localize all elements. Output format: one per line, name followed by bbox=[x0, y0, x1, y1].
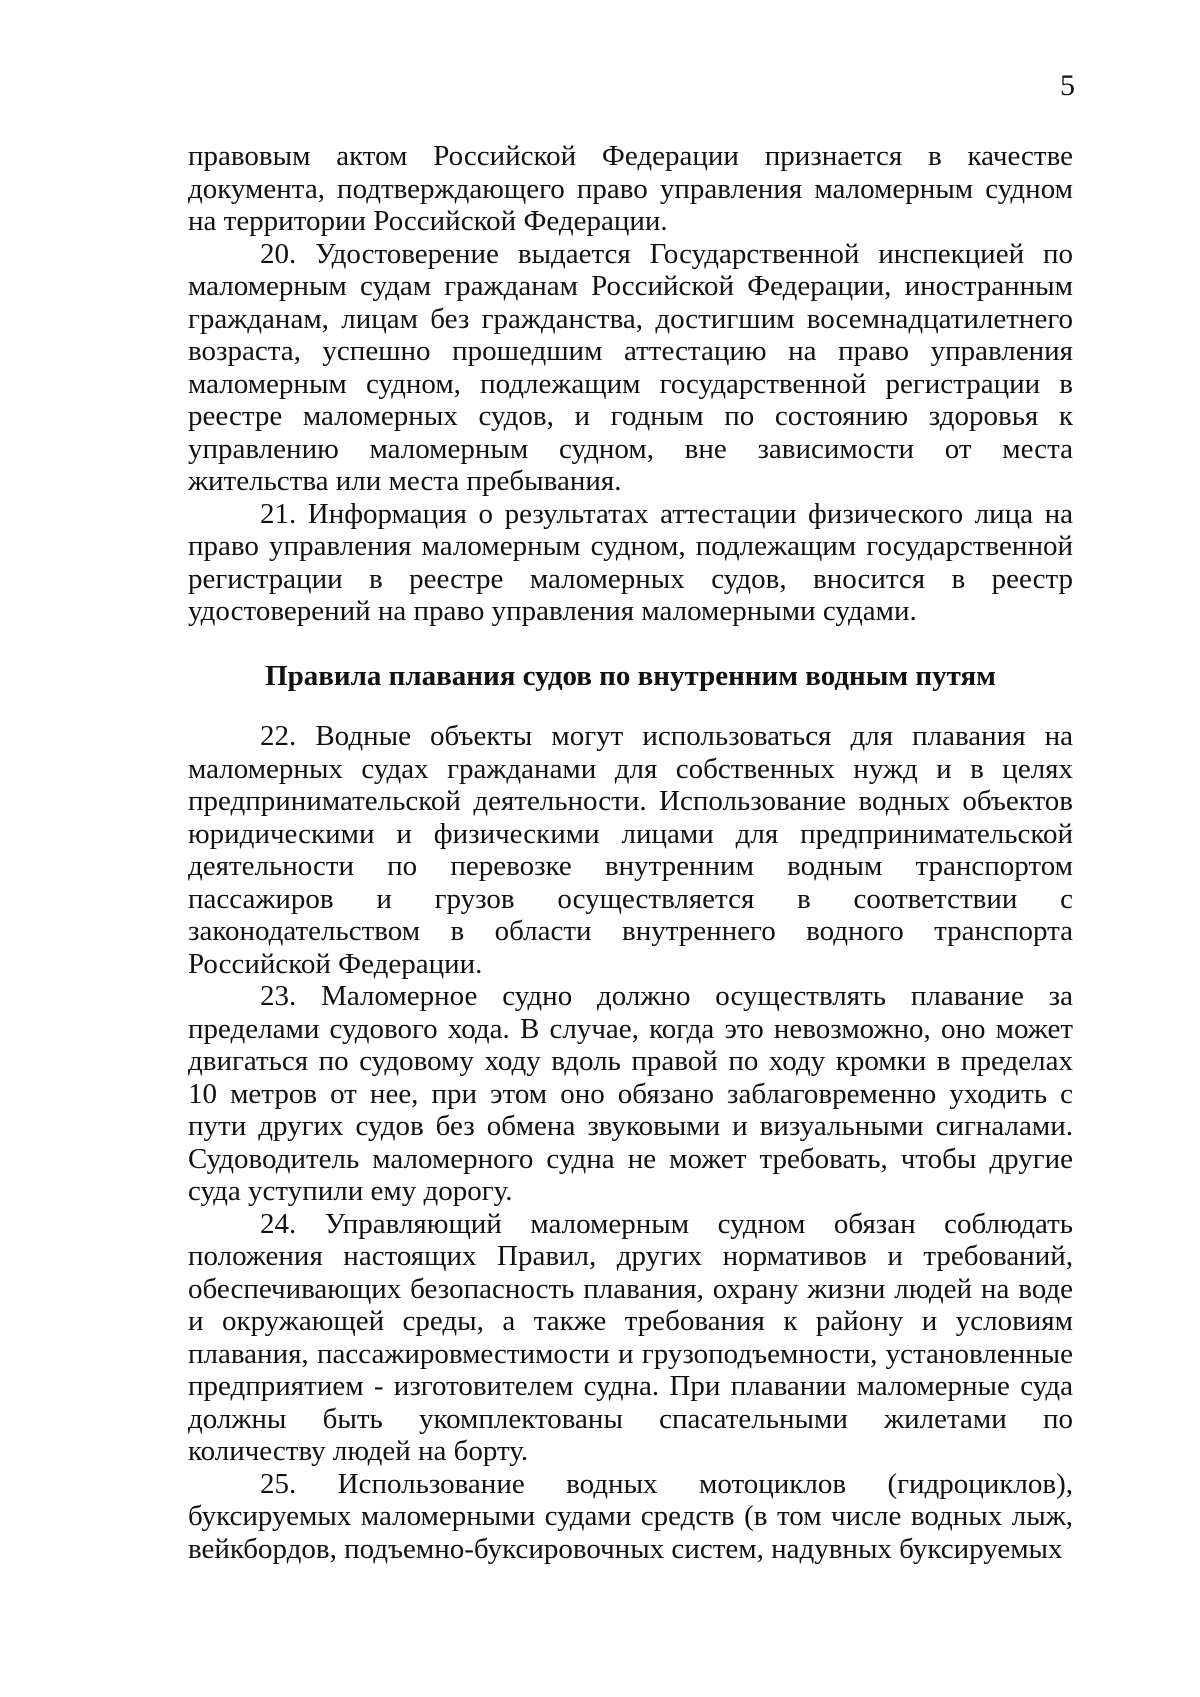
paragraph-24: 24. Управляющий маломерным судном обязан соблюдать положения настоящих Правил, других нормативов и требований, обеспечивающих безопасность плавания, охрану жизни людей на воде и окружающей среды, а также требования к району и условиям плавания, пассажировместимости и грузоподъемности, установленные предприятием - изготовителем судна. При плавании маломерные суда должны быть укомплектованы спасательными жилетами по количеству людей на борту. bbox=[188, 1207, 1073, 1467]
paragraph-20: 20. Удостоверение выдается Государственной инспекцией по маломерным судам гражданам Российской Федерации, иностранным гражданам, лицам без гражданства, достигшим восемнадцатилетнего возраста, успешно прошедшим аттестацию на право управления маломерным судном, подлежащим государственной регистрации в реестре маломерных судов, и годным по состоянию здоровья к управлению маломерным судном, вне зависимости от места жительства или места пребывания. bbox=[188, 237, 1073, 497]
paragraph-23: 23. Маломерное судно должно осуществлять плавание за пределами судового хода. В случае, когда это невозможно, оно может двигаться по судовому ходу вдоль правой по ходу кромки в пределах 10 метров от нее, при этом оно обязано заблаговременно уходить с пути других судов без обмена звуковыми и визуальными сигналами. Судоводитель маломерного судна не может требовать, чтобы другие суда уступили ему дорогу. bbox=[188, 980, 1073, 1207]
paragraph-21: 21. Информация о результатах аттестации физического лица на право управления маломерным судном, подлежащим государственной регистрации в реестре маломерных судов, вносится в реестр удостоверений на право управления маломерными судами. bbox=[188, 497, 1073, 627]
paragraph-continuation: правовым актом Российской Федерации признается в качестве документа, подтверждающего право управления маломерным судном на территории Российской Федерации. bbox=[188, 140, 1073, 237]
paragraph-25: 25. Использование водных мотоциклов (гидроциклов), буксируемых маломерными судами средств (в том числе водных лыж, вейкбордов, подъемно-буксировочных систем, надувных буксируемых bbox=[188, 1467, 1073, 1565]
section-heading: Правила плавания судов по внутренним водным путям bbox=[265, 659, 996, 692]
page-number: 5 bbox=[1060, 69, 1075, 102]
document-body bbox=[188, 140, 1073, 1565]
paragraph-22: 22. Водные объекты могут использоваться для плавания на маломерных судах гражданами для собственных нужд и в целях предпринимательской деятельности. Использование водных объектов юридическими и физическими лицами для предпринимательской деятельности по перевозке внутренним водным транспортом пассажиров и грузов осуществляется в соответствии с законодательством в области внутреннего водного транспорта Российской Федерации. bbox=[188, 720, 1073, 980]
